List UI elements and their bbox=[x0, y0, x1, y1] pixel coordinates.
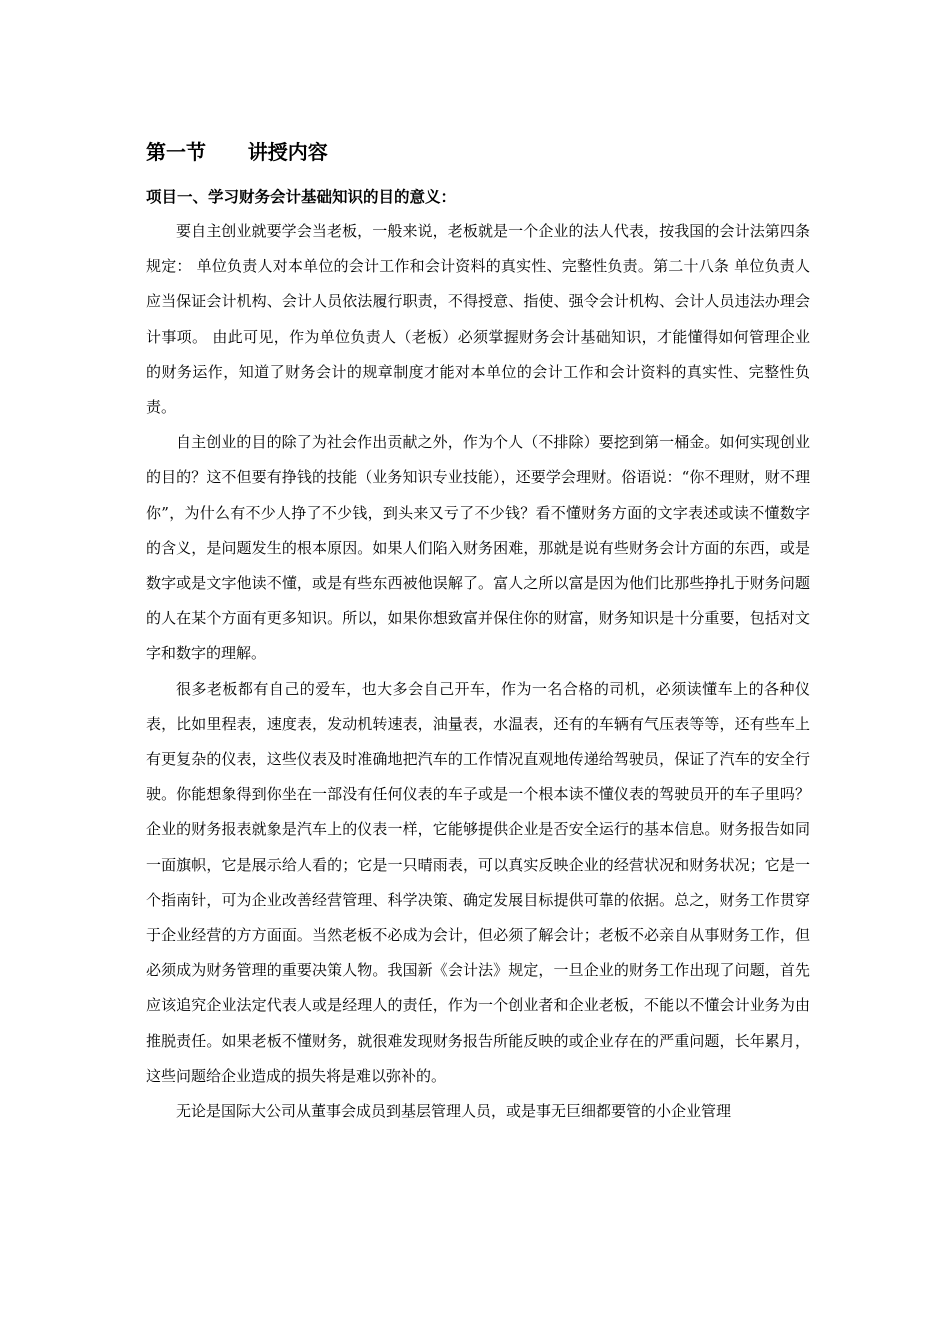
paragraph: 无论是国际大公司从董事会成员到基层管理人员，或是事无巨细都要管的小企业管理 bbox=[176, 1102, 732, 1121]
section-title: 第一节 讲授内容 bbox=[146, 140, 328, 164]
paragraph: 自主创业的目的除了为社会作出贡献之外，作为个人（不排除）要挖到第一桶金。如何实现创业的目的？这不但要有挣钱的技能（业务知识专业技能），还要学会理财。俗语说：“你不理财，财不理你”，为什么有不少人挣了不少钱，到头来又亏了不少钱？看不懂财务方面的文字表述或读不懂数字的含义，是问题发生的根本原因。如果人们陷入财务困难，那就是说有些财务会计方面的东西，或是数字或是文字他读不懂，或是有些东西被他误解了。富人之所以富是因为他们比那些挣扎于财务问题的人在某个方面有更多知识。所以，如果你想致富并保住你的财富，财务知识是十分重要，包括对文字和数字的理解。 bbox=[146, 433, 810, 663]
paragraph: 很多老板都有自己的爱车，也大多会自己开车，作为一名合格的司机，必须读懂车上的各种仪表，比如里程表，速度表，发动机转速表，油量表，水温表，还有的车辆有气压表等等，还有些车上有更复杂的仪表，这些仪表及时准确地把汽车的工作情况直观地传递给驾驶员，保证了汽车的安全行驶。你能想象得到你坐在一部没有任何仪表的车子或是一个根本读不懂仪表的驾驶员开的车子里吗？企业的财务报表就象是汽车上的仪表一样，它能够提供企业是否安全运行的基本信息。财务报告如同一面旗帜，它是展示给人看的；它是一只晴雨表，可以真实反映企业的经营状况和财务状况；它是一个指南针，可为企业改善经营管理、科学决策、确定发展目标提供可靠的依据。总之，财务工作贯穿于企业经营的方方面面。当然老板不必成为会计，但必须了解会计；老板不必亲自从事财务工作，但必须成为财务管理的重要决策人物。我国新《会计法》规定，一旦企业的财务工作出现了问题，首先应该追究企业法定代表人或是经理人的责任，作为一个创业者和企业老板，不能以不懂会计业务为由推脱责任。如果老板不懂财务，就很难发现财务报告所能反映的或企业存在的严重问题，长年累月，这些问题给企业造成的损失将是难以弥补的。 bbox=[146, 679, 810, 1085]
document-page bbox=[146, 134, 810, 1129]
subtitle: 项目一、学习财务会计基础知识的目的意义： bbox=[146, 188, 457, 206]
paragraph: 要自主创业就要学会当老板，一般来说，老板就是一个企业的法人代表，按我国的会计法第四条规定： 单位负责人对本单位的会计工作和会计资料的真实性、完整性负责。第二十八条 单位负责人应当保证会计机构、会计人员依法履行职责，不得授意、指使、强令会计机构、会计人员违法办理会计事项。 由此可见，作为单位负责人（老板）必须掌握财务会计基础知识，才能懂得如何管理企业的财务运作，知道了财务会计的规章制度才能对本单位的会计工作和会计资料的真实性、完整性负责。 bbox=[146, 222, 810, 417]
